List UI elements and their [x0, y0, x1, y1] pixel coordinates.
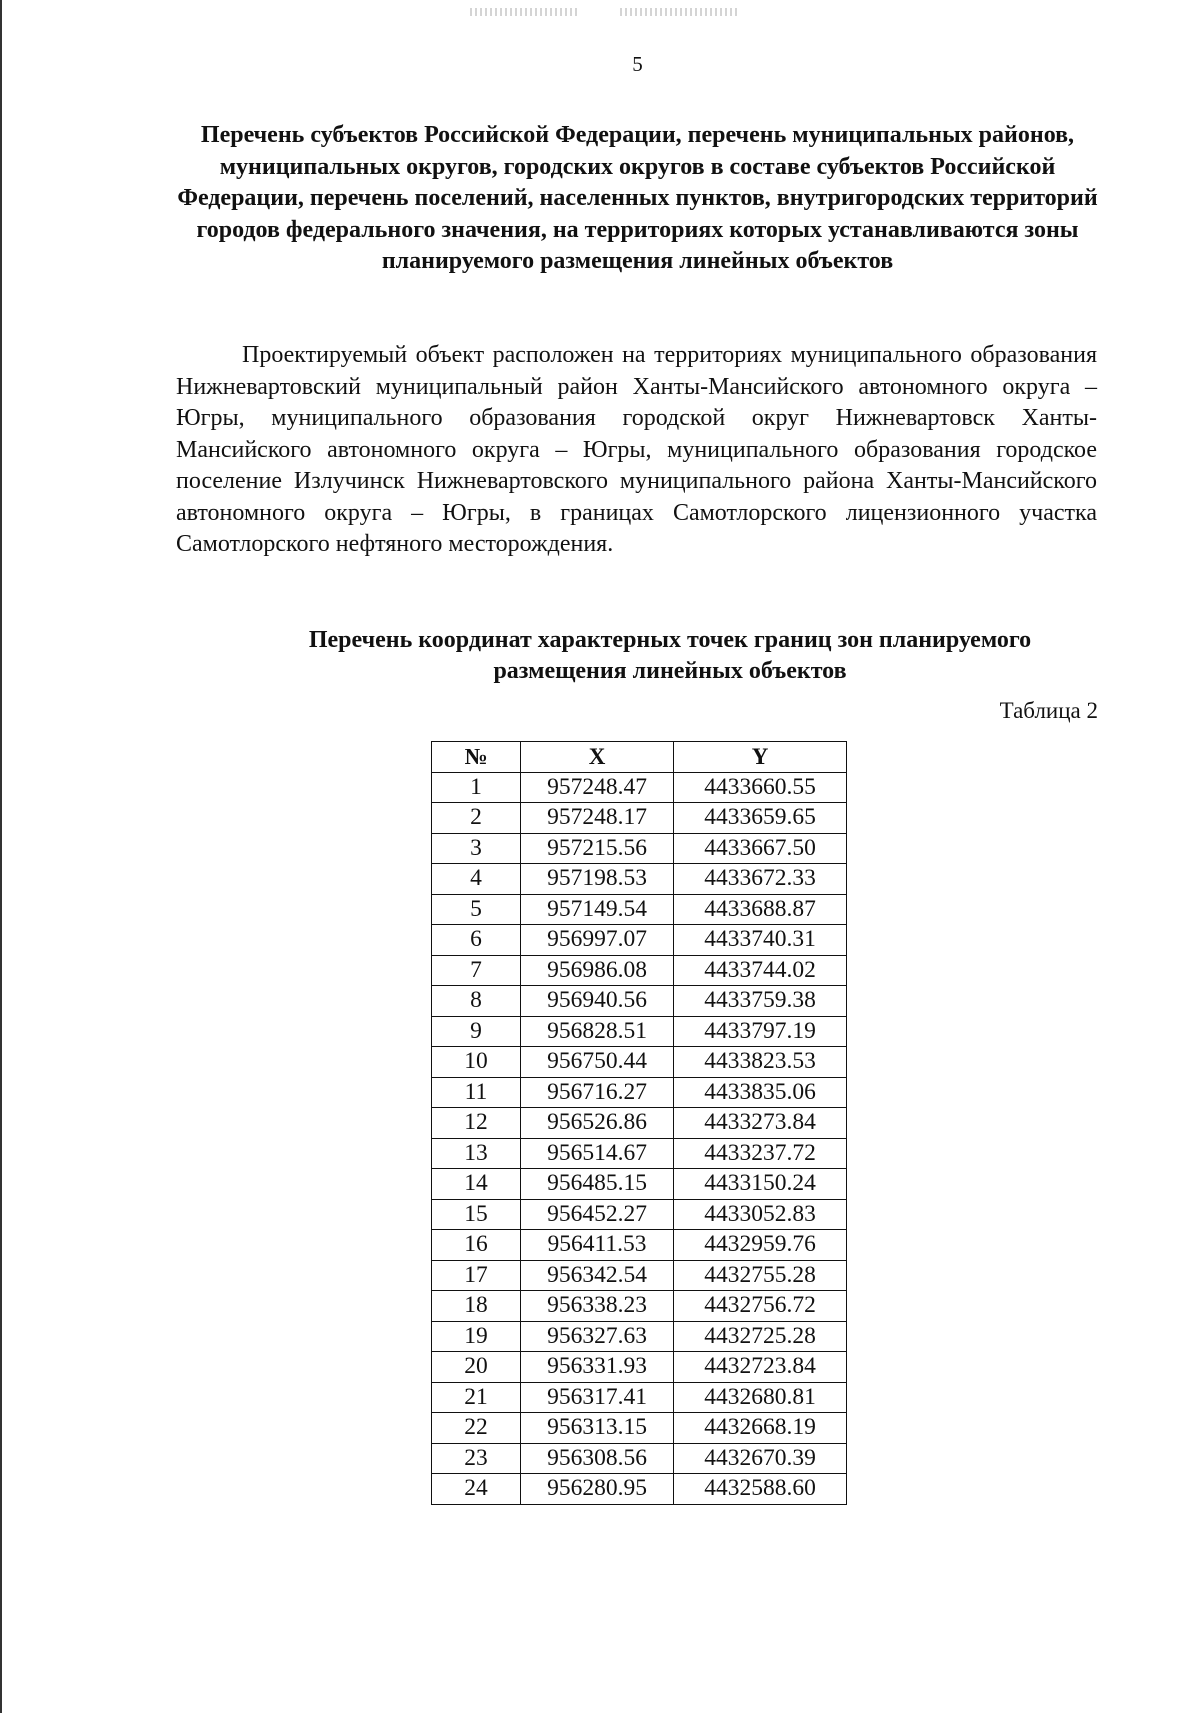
table-row: [432, 1169, 847, 1200]
table-row: [432, 1016, 847, 1047]
cell-number: 23: [432, 1443, 521, 1474]
cell-number: 17: [432, 1260, 521, 1291]
cell-x: 956485.15: [521, 1169, 674, 1200]
cell-x: 957215.56: [521, 833, 674, 864]
table-row: [432, 833, 847, 864]
cell-y: 4433759.38: [674, 986, 847, 1017]
page-number: 5: [632, 52, 643, 76]
cell-number: 16: [432, 1230, 521, 1261]
table-row: [432, 1230, 847, 1261]
cell-number: 7: [432, 955, 521, 986]
cell-number: 13: [432, 1138, 521, 1169]
cell-number: 4: [432, 864, 521, 895]
cell-y: 4432668.19: [674, 1413, 847, 1444]
cell-y: 4432959.76: [674, 1230, 847, 1261]
table-row: [432, 1199, 847, 1230]
cell-y: 4432670.39: [674, 1443, 847, 1474]
table-row: [432, 1291, 847, 1322]
cell-number: 15: [432, 1199, 521, 1230]
cell-y: 4433797.19: [674, 1016, 847, 1047]
cell-number: 1: [432, 772, 521, 803]
cell-number: 8: [432, 986, 521, 1017]
cell-x: 956452.27: [521, 1199, 674, 1230]
cell-x: 956716.27: [521, 1077, 674, 1108]
cell-x: 956514.67: [521, 1138, 674, 1169]
table-row: [432, 1413, 847, 1444]
cell-y: 4433740.31: [674, 925, 847, 956]
cell-number: 19: [432, 1321, 521, 1352]
cell-y: 4432725.28: [674, 1321, 847, 1352]
cell-y: 4433835.06: [674, 1077, 847, 1108]
cell-y: 4432756.72: [674, 1291, 847, 1322]
cell-y: 4433667.50: [674, 833, 847, 864]
cell-x: 956327.63: [521, 1321, 674, 1352]
coordinates-table: [431, 741, 847, 1505]
cell-number: 5: [432, 894, 521, 925]
cell-y: 4432588.60: [674, 1474, 847, 1505]
cell-y: 4433273.84: [674, 1108, 847, 1139]
table-caption: Таблица 2: [999, 698, 1098, 723]
cell-x: 956940.56: [521, 986, 674, 1017]
document-title: Перечень субъектов Российской Федерации, перечень муниципальных районов, муниципальных округов, городских округов в составе субъектов Российской Федерации, перечень поселений, населенных пунктов, внутригородских территорий городов федерального значения, на территориях которых устанавливаются зоны планируемого размещения линейных объектов: [177, 122, 1098, 274]
table-row: [432, 772, 847, 803]
cell-x: 956750.44: [521, 1047, 674, 1078]
table-title: Перечень координат характерных точек границ зон планируемого размещения линейных объектов: [308, 627, 1032, 684]
table-row: [432, 864, 847, 895]
table-row: [432, 1077, 847, 1108]
cell-number: 6: [432, 925, 521, 956]
cell-number: 21: [432, 1382, 521, 1413]
scan-artifact: [620, 8, 740, 16]
cell-y: 4433688.87: [674, 894, 847, 925]
cell-x: 956997.07: [521, 925, 674, 956]
table-row: [432, 1138, 847, 1169]
cell-y: 4433660.55: [674, 772, 847, 803]
table-row: [432, 1443, 847, 1474]
table-row: [432, 1260, 847, 1291]
header-x: X: [521, 742, 674, 773]
cell-x: 956280.95: [521, 1474, 674, 1505]
cell-x: 957149.54: [521, 894, 674, 925]
cell-x: 956828.51: [521, 1016, 674, 1047]
cell-y: 4433744.02: [674, 955, 847, 986]
cell-x: 956313.15: [521, 1413, 674, 1444]
cell-y: 4433659.65: [674, 803, 847, 834]
cell-y: 4433823.53: [674, 1047, 847, 1078]
cell-y: 4433672.33: [674, 864, 847, 895]
table-row: [432, 803, 847, 834]
table-row: [432, 1382, 847, 1413]
table-row: [432, 986, 847, 1017]
cell-x: 957248.17: [521, 803, 674, 834]
cell-x: 956411.53: [521, 1230, 674, 1261]
cell-x: 957198.53: [521, 864, 674, 895]
scan-artifact: [470, 8, 580, 16]
table-row: [432, 955, 847, 986]
cell-x: 956986.08: [521, 955, 674, 986]
cell-y: 4433150.24: [674, 1169, 847, 1200]
table-row: [432, 1108, 847, 1139]
cell-number: 9: [432, 1016, 521, 1047]
cell-number: 11: [432, 1077, 521, 1108]
cell-y: 4432680.81: [674, 1382, 847, 1413]
cell-y: 4433237.72: [674, 1138, 847, 1169]
header-number: №: [432, 742, 521, 773]
cell-x: 956342.54: [521, 1260, 674, 1291]
cell-number: 18: [432, 1291, 521, 1322]
table-row: [432, 894, 847, 925]
cell-number: 20: [432, 1352, 521, 1383]
cell-x: 957248.47: [521, 772, 674, 803]
scan-edge-line: [0, 0, 2, 1713]
cell-y: 4432755.28: [674, 1260, 847, 1291]
cell-y: 4432723.84: [674, 1352, 847, 1383]
intro-paragraph: Проектируемый объект расположен на территориях муниципального образования Нижневартовский муниципальный район Ханты-Мансийского автономного округа – Югры, муниципального образования городской округ Нижневартовск Ханты-Мансийского автономного округа – Югры, муниципального образования городское поселение Излучинск Нижневартовского муниципального района Ханты-Мансийского автономного округа – Югры, в границах Самотлорского лицензионного участка Самотлорского нефтяного месторождения.: [176, 342, 1097, 557]
cell-x: 956317.41: [521, 1382, 674, 1413]
table-row: [432, 925, 847, 956]
table-header-row: [432, 742, 847, 773]
cell-x: 956526.86: [521, 1108, 674, 1139]
cell-number: 3: [432, 833, 521, 864]
table-row: [432, 1474, 847, 1505]
cell-y: 4433052.83: [674, 1199, 847, 1230]
table-row: [432, 1352, 847, 1383]
cell-number: 22: [432, 1413, 521, 1444]
cell-x: 956331.93: [521, 1352, 674, 1383]
cell-number: 12: [432, 1108, 521, 1139]
cell-number: 24: [432, 1474, 521, 1505]
table-row: [432, 1047, 847, 1078]
table-row: [432, 1321, 847, 1352]
cell-number: 2: [432, 803, 521, 834]
cell-x: 956338.23: [521, 1291, 674, 1322]
cell-x: 956308.56: [521, 1443, 674, 1474]
cell-number: 10: [432, 1047, 521, 1078]
cell-number: 14: [432, 1169, 521, 1200]
header-y: Y: [674, 742, 847, 773]
